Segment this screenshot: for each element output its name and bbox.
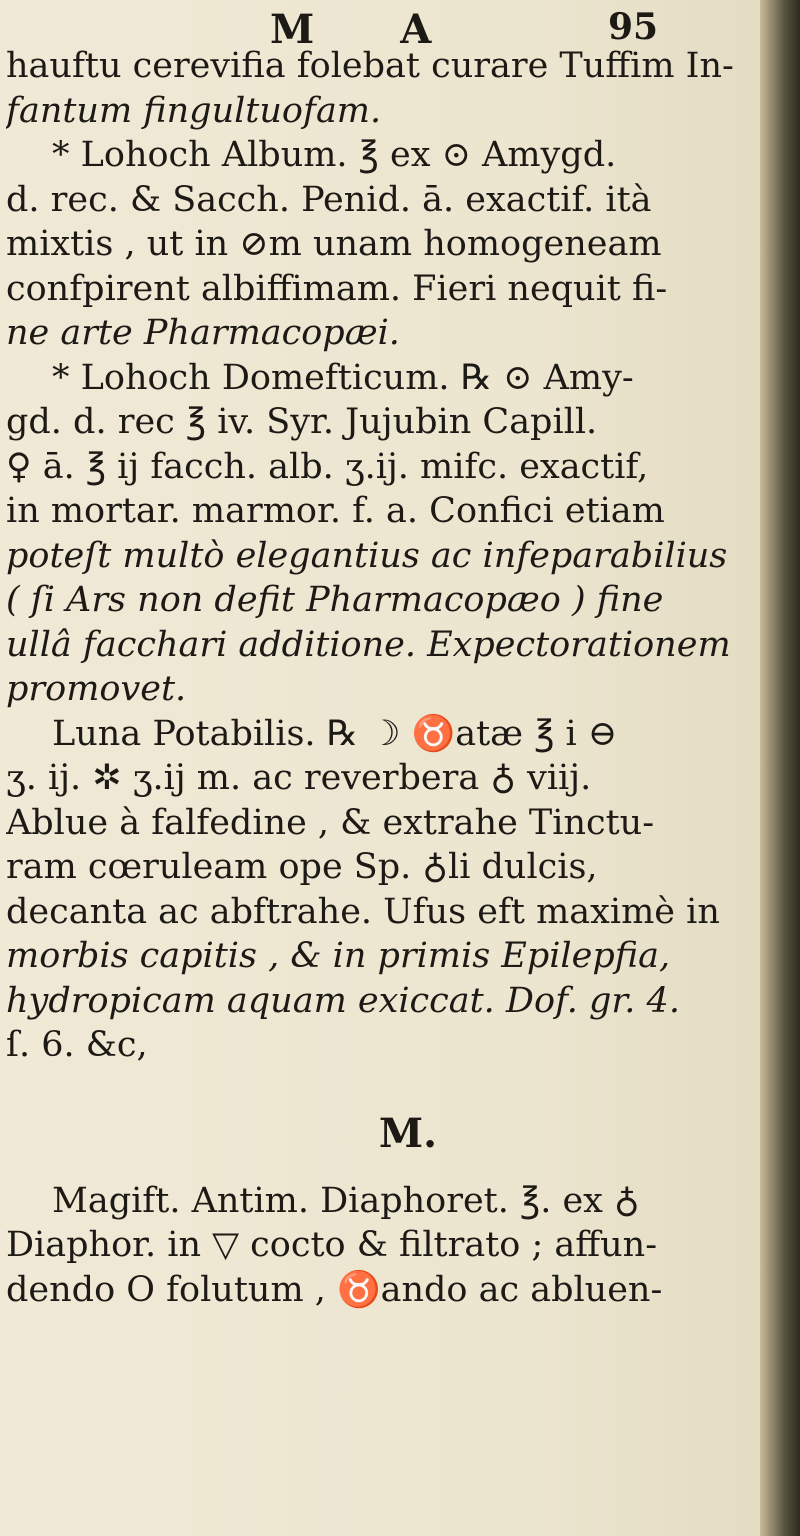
text-line: ♀ ā. ℥ ij facch. alb. ʒ.ij. mifc. exactif, [6,446,649,487]
text-line: * Lohoch Album. ℥ ex ⊙ Amygd. [52,135,617,175]
text-line: dendo O folutum , ♉ando ac abluen- [6,1269,663,1310]
book-gutter [760,0,800,1536]
section-gap [6,1068,750,1113]
text-line: hydropicam aquam exiccat. Dof. gr. 4. [6,980,680,1021]
text-line: hauftu cerevifia folebat curare Tuffim In- [6,46,734,86]
text-line: ne arte Pharmacopæi. [6,313,400,353]
section-gap [6,1157,750,1179]
text-line: mixtis , ut in ⊘m unam homogeneam [6,224,662,264]
text-line: ſ. 6. &c, [6,1025,148,1065]
text-line: d. rec. & Sacch. Penid. ā. exactif. ità [6,179,652,220]
text-line: gd. d. rec ℥ iv. Syr. Jujubin Capill. [6,402,598,442]
text-line: confpirent albiffimam. Fieri nequit fi- [6,268,668,309]
text-line: Diaphor. in ▽ cocto & filtrato ; affun- [6,1225,658,1265]
text-line: Luna Potabilis. ℞ ☽ ♉atæ ℥ i ⊖ [52,713,618,754]
text-line: morbis capitis , & in primis Epilepfia, [6,936,671,976]
text-line: poteſt multò elegantius ac infeparabilius [6,535,728,576]
text-line: ʒ. ij. ✲ ʒ.ij m. ac reverbera ♁ viij. [6,758,592,798]
text-line: Ablue à falfedine , & extrahe Tinctu- [6,802,655,843]
text-line: ullâ facchari additione. Expectorationem [6,624,731,665]
body-text [6,44,750,1312]
text-line: fantum fingultuofam. [6,90,382,131]
section-heading: M. [378,1110,438,1157]
text-line: Magift. Antim. Diaphoret. ℥. ex ♁ [52,1180,640,1221]
text-line: decanta ac abftrahe. Ufus eft maximè in [6,891,720,932]
text-line: ram cœruleam ope Sp. ♁li dulcis, [6,847,598,887]
signature-mark: M A [270,6,468,53]
text-line: ( ſi Ars non defit Pharmacopæo ) fine [6,580,664,620]
text-line: promovet. [6,669,187,709]
page-number: 95 [608,6,659,48]
text-line: in mortar. marmor. f. a. Confici etiam [6,491,665,531]
text-line: * Lohoch Domefticum. ℞ ⊙ Amy- [52,357,634,398]
